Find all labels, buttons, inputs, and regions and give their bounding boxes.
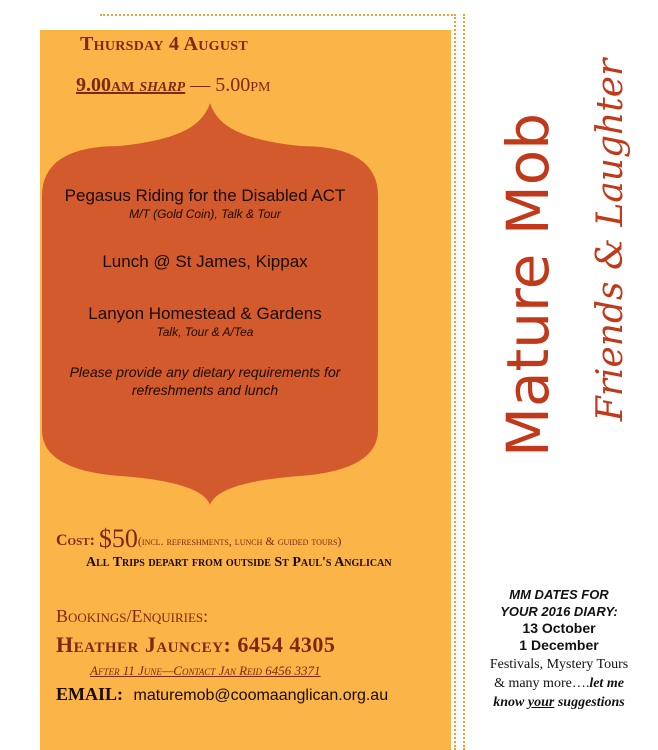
diary-tail-2 <box>464 675 654 692</box>
event-title-3: Lanyon Homestead & Gardens <box>88 304 322 323</box>
after-contact: After 11 June—Contact Jan Reid 6456 3371 <box>90 663 321 678</box>
dietary-note: Please provide any dietary requirements for refreshments and lunch <box>69 364 341 398</box>
diary-tail-1: Festivals, Mystery Tours <box>489 657 629 672</box>
event-title-1: Pegasus Riding for the Disabled ACT <box>64 186 346 205</box>
diary-date-2: 1 December <box>519 637 599 653</box>
event-subtitle-1: M/T (Gold Coin), Talk & Tour <box>129 207 281 221</box>
diary-tail-3 <box>464 694 654 711</box>
cost-amount: $50 <box>98 524 138 553</box>
diary-tail-plain: & many more…. <box>494 676 590 691</box>
depart-info: All Trips depart from outside St Paul's Anglican <box>86 555 392 570</box>
title-tagline: Friends & Laughter <box>590 58 631 422</box>
cost-label: Cost: <box>56 532 95 549</box>
contact-phone: Heather Jauncey: 6454 4305 <box>56 632 336 657</box>
event-subtitle-3: Talk, Tour & A/Tea <box>156 325 254 339</box>
diary-tail-underlined: your <box>527 695 555 710</box>
time-start: 9.00am <box>76 74 135 96</box>
diary-tail-italic-2: know <box>493 695 525 710</box>
diary-tail-italic-1: let me <box>589 676 624 691</box>
time-end: — 5.00pm <box>190 74 271 96</box>
time-sharp: sharp <box>139 74 186 96</box>
diary-heading-2: YOUR 2016 DIARY: <box>500 604 618 619</box>
title-main: Mature Mob <box>494 112 562 458</box>
event-date: Thursday 4 August <box>80 33 248 55</box>
email-address[interactable]: maturemob@coomaanglican.org.au <box>133 687 389 704</box>
cost-detail: (incl. refreshments, lunch & guided tours) <box>137 534 342 548</box>
diary-box <box>464 586 654 711</box>
diary-tail-italic-3: suggestions <box>557 695 625 710</box>
email-label: EMAIL: <box>56 684 123 704</box>
diary-heading-1: MM DATES FOR <box>509 587 609 602</box>
event-title-2: Lunch @ St James, Kippax <box>102 252 308 271</box>
bookings-label: Bookings/Enquiries: <box>56 606 209 626</box>
diary-date-1: 13 October <box>522 620 596 636</box>
